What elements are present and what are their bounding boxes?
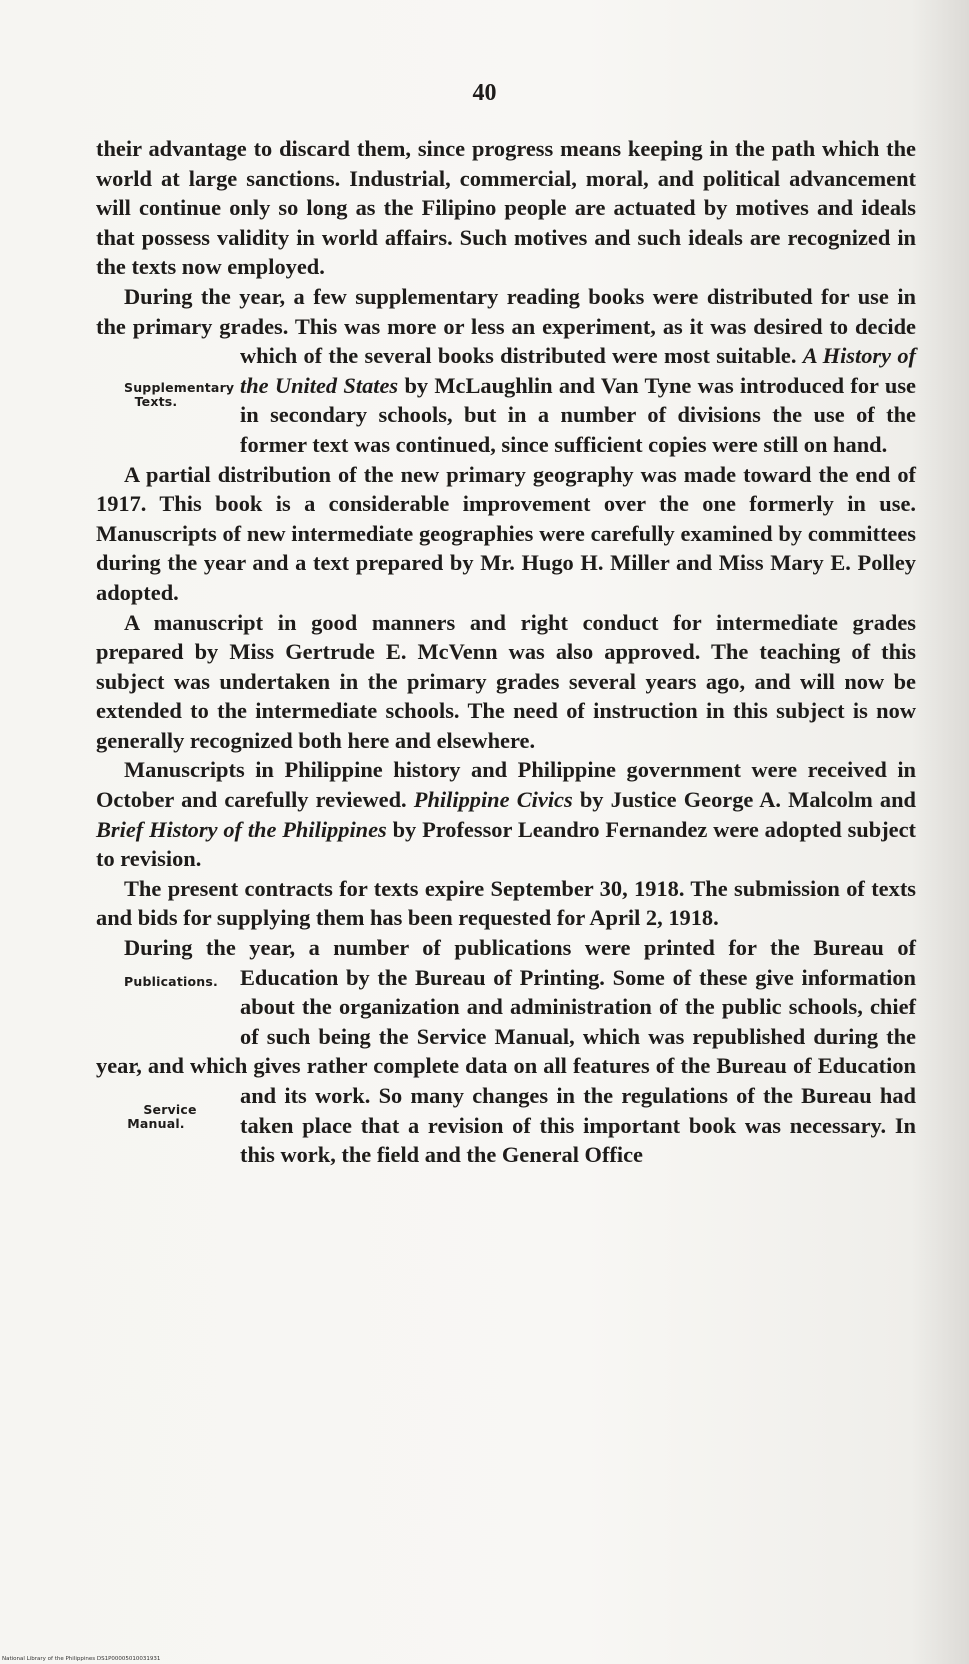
paragraph-text: their advantage to discard them, since progress means keeping in the path which the world at large sanctions. Industrial, commercial, moral, and political advancement will continue only so long as the Filipino people are actuated by motives and ideals that possess validity in world affairs. Such motives and such ideals are recognized in the texts now employed. — [96, 136, 916, 280]
paragraph-text: give information about the organization and administration of the public schools, chief of such being the Service Manual, which was republished during the year, and which gives rather complete data on all features of the Bureau of Education and its work. So many changes in the — [96, 964, 916, 1108]
margin-note-supplementary-texts — [96, 341, 240, 431]
paragraph — [96, 460, 916, 608]
paragraph-text: The present contracts for texts expire September 30, 1918. The submission of texts and bids for supplying them has been requested for April 2, 1918. — [96, 875, 916, 931]
book-title: Brief History of the Philippines — [96, 816, 387, 842]
margin-note-service-manual — [96, 1081, 240, 1177]
margin-note-line: Service — [143, 1102, 197, 1117]
paragraph-text: several books distributed were most suitable. — [364, 343, 797, 369]
paragraph — [96, 755, 916, 873]
body-text — [96, 134, 916, 1177]
margin-note-label — [96, 1103, 216, 1131]
paragraph-text: During the year, a number of publications were printed for the Bureau of Education by the Bureau of Printing. Some of these — [124, 935, 916, 990]
paragraph — [96, 933, 916, 1170]
margin-note-line: Supplementary — [124, 380, 235, 396]
paragraph — [96, 874, 916, 933]
book-title: Philippine Civics — [413, 787, 573, 813]
book-title: A History of the United States — [240, 343, 916, 398]
paragraph-text: regulations of the Bureau had taken place that a revision of this important book was necessary. In this work, the field and the General Office — [240, 1083, 916, 1168]
margin-note-line: Manual. — [127, 1116, 185, 1131]
margin-note-label: Publications. — [124, 973, 218, 989]
paragraph — [96, 282, 916, 460]
paragraph-text: by Professor Leandro Fernandez were adopted subject to revision. — [96, 816, 916, 872]
paragraph-text: During the year, a few supplementary reading books were distributed for use in the primary grades. This was more or less an experiment, as it was desired to decide which of the — [96, 283, 916, 369]
paragraph — [96, 608, 916, 756]
paragraph-text: by McLaughlin and Van Tyne was introduced for use in secondary schools, but in a number of divisions the use of the former text was continued, since sufficient copies were still on hand. — [240, 372, 916, 457]
margin-note-publications — [96, 963, 240, 1027]
paragraph-text: A partial distribution of the new primary geography was made toward the end of 1917. This book is a considerable improvement over the one formerly in use. Manuscripts of new intermediate geographies were carefully examined by committees during the year and a text prepared by Mr. Hugo H. Miller and Miss Mary E. Polley adopted. — [96, 461, 916, 605]
paragraph — [96, 134, 916, 282]
paragraph-text: by Justice George A. Malcolm and — [579, 787, 916, 813]
paragraph-text: Manuscripts in Philippine history and Philippine government were received in October and carefully reviewed. — [96, 757, 916, 813]
library-footer: National Library of the Philippines DS1P00005010031931 — [2, 1656, 161, 1662]
page-number: 40 — [472, 80, 497, 106]
margin-note-line: Texts. — [134, 394, 178, 410]
paragraph-text: A manuscript in good manners and right conduct for intermediate grades prepared by Miss Gertrude E. McVenn was also approved. The teaching of this subject was undertaken in the primary grades several years ago, and will now be extended to the intermediate schools. The need of instruction in this subject is now generally recognized both here and elsewhere. — [96, 609, 916, 753]
margin-note-label — [96, 380, 235, 410]
